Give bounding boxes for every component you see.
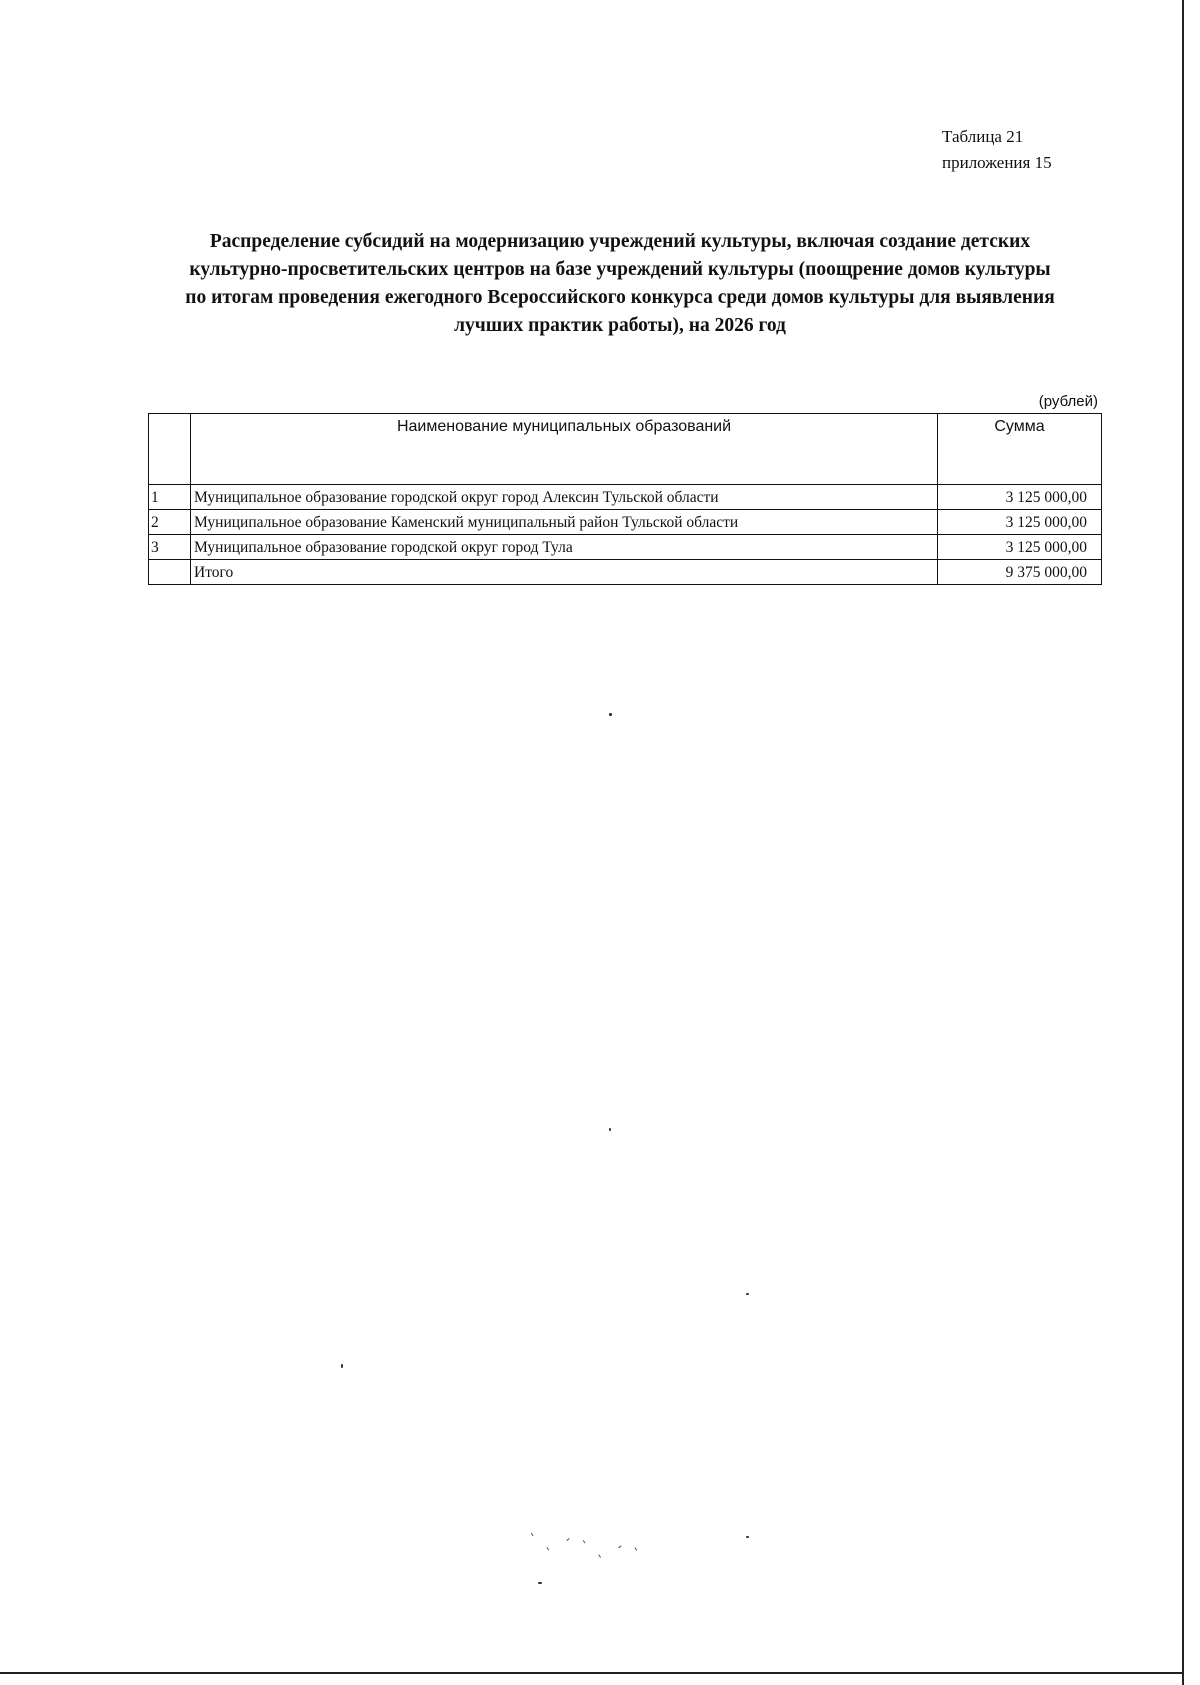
subsidy-distribution-table	[148, 413, 1102, 585]
total-sum: 9 375 000,00	[938, 560, 1102, 585]
total-number	[149, 560, 191, 585]
appendix-number: приложения 15	[942, 153, 1052, 172]
total-row	[149, 560, 1102, 585]
row-sum: 3 125 000,00	[938, 535, 1102, 560]
title-line-1: Распределение субсидий на модернизацию учреждений культуры, включая создание детских	[209, 231, 1031, 252]
row-municipality: Муниципальное образование Каменский муниципальный район Тульской области	[191, 510, 938, 535]
column-header-sum: Сумма	[938, 414, 1102, 485]
table-row	[149, 510, 1102, 535]
scan-speck	[746, 1293, 749, 1295]
row-number: 3	[149, 535, 191, 560]
scan-speck	[746, 1536, 749, 1538]
row-number: 1	[149, 485, 191, 510]
table-header-row	[149, 414, 1102, 485]
row-number: 2	[149, 510, 191, 535]
table-reference	[942, 124, 1052, 176]
scan-speck	[341, 1364, 343, 1368]
table-row	[149, 535, 1102, 560]
scan-edge-bottom	[0, 1672, 1184, 1674]
row-municipality: Муниципальное образование городской округ город Алексин Тульской области	[191, 485, 938, 510]
scan-speck	[538, 1582, 542, 1584]
scan-scribble: ˋ ˎ ˊ ˋ ˎ ˊ ˋ	[527, 1532, 644, 1564]
title-line-4: лучших практик работы), на 2026 год	[454, 315, 786, 336]
column-header-name: Наименование муниципальных образований	[191, 414, 938, 485]
table-number: Таблица 21	[942, 127, 1024, 146]
row-sum: 3 125 000,00	[938, 510, 1102, 535]
scan-speck	[609, 1128, 611, 1131]
scan-speck	[609, 713, 612, 716]
title-line-2: культурно-просветительских центров на базе учреждений культуры (поощрение домов культуры	[189, 259, 1051, 280]
total-label: Итого	[191, 560, 938, 585]
scan-edge-right	[1182, 0, 1184, 1685]
currency-unit: (рублей)	[1038, 393, 1098, 410]
title-line-3: по итогам проведения ежегодного Всероссийского конкурса среди домов культуры для выявления	[185, 287, 1055, 308]
table-row	[149, 485, 1102, 510]
document-title	[130, 228, 1110, 340]
row-municipality: Муниципальное образование городской округ город Тула	[191, 535, 938, 560]
row-sum: 3 125 000,00	[938, 485, 1102, 510]
column-header-number	[149, 414, 191, 485]
